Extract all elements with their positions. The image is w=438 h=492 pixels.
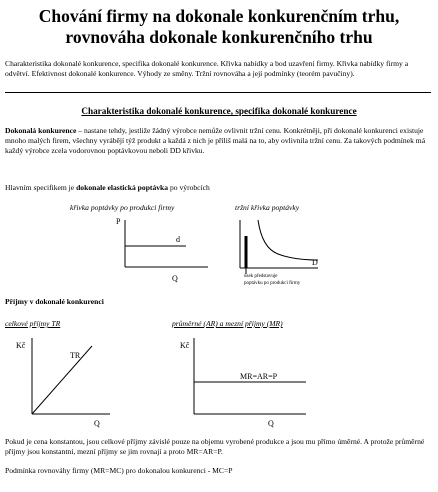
graph2-demand-curve bbox=[258, 220, 318, 260]
divider bbox=[5, 92, 431, 93]
graph3-y-label: Kč bbox=[16, 341, 26, 350]
graph4-x-label: Q bbox=[268, 419, 274, 428]
revenue-heading: Příjmy v dokonalé konkurenci bbox=[5, 297, 104, 306]
graph4-average-marginal-revenue bbox=[178, 332, 313, 432]
graph1-y-label: P bbox=[116, 217, 121, 226]
equilibrium-condition: Podmínka rovnováhy firmy (MR=MC) pro dokonalou konkurenci - MC=P bbox=[5, 466, 233, 475]
graph2-note-line2: poptávku po produkci firmy bbox=[244, 281, 301, 286]
elastic-demand-line bbox=[5, 183, 431, 193]
graph1-caption: křivka poptávky po produkci firmy bbox=[70, 203, 175, 212]
page-title-line-2: rovnováha dokonale konkurenčního trhu bbox=[65, 27, 373, 47]
definition-term: Dokonalá konkurence bbox=[5, 126, 77, 135]
graph1-x-label: Q bbox=[172, 274, 178, 283]
graph3-curve-label: TR bbox=[70, 351, 81, 360]
definition-paragraph bbox=[5, 126, 431, 156]
elastic-prefix: Hlavním specifikem je bbox=[5, 183, 77, 192]
graph3-caption: celkové příjmy TR bbox=[5, 319, 61, 328]
revenue-explanation: Pokud je cena konstantou, jsou celkové příjmy závislé pouze na objemu vyrobené produkce a jsou mu přímo úměrné. A protože průměrné příjmy jsou konstantní, mezní příjmy se jim rovnají a proto MR=AR=P. bbox=[5, 437, 425, 456]
summary-paragraph: Charakteristika dokonalé konkurence, specifika dokonalé konkurence. Křivka nabídky a bod uzavření firmy. Křivka nabídky firmy a odvětví. Efektivnost dokonalé konkurence. Výhody ze směny. Tržní rovnováha a její podmínky (teorém pavučiny). bbox=[5, 59, 409, 78]
elastic-bold: dokonale elastická poptávka bbox=[76, 183, 169, 192]
graph3-total-revenue bbox=[14, 332, 114, 432]
graph4-curve-label: MR=AR=P bbox=[240, 372, 278, 381]
graph1-curve-label: d bbox=[176, 235, 180, 244]
page-title-line-1: Chování firmy na dokonale konkurenčním trhu, bbox=[38, 6, 400, 26]
graph1-firm-demand bbox=[110, 212, 220, 284]
graph4-caption: průměrné (AR) a mezní příjmy (MR) bbox=[172, 319, 283, 328]
section-heading: Charakteristika dokonalé konkurence, specifika dokonalé konkurence bbox=[81, 106, 357, 116]
graph4-y-label: Kč bbox=[180, 341, 190, 350]
elastic-suffix: po výrobcích bbox=[168, 183, 210, 192]
definition-text: – nastane tehdy, jestliže žádný výrobce nemůže ovlivnit tržní cenu. Konkrétněji, při dokonalé konkurenci existuje mnoho malých firem, všechny vyrábějí týž produkt a každá z nich je příliš malá na to, aby ovlivnila tržní cenu. Za takových podmínek má každý výrobce zcela vodorovnou poptávkovou neboli DD křivku. bbox=[5, 126, 426, 155]
graph2-curve-label: D bbox=[312, 258, 318, 267]
graph2-market-demand bbox=[228, 212, 338, 292]
graph2-note-line1: úsek představuje bbox=[244, 274, 278, 279]
graph3-x-label: Q bbox=[94, 419, 100, 428]
graph3-tr-line bbox=[32, 346, 92, 414]
graph2-caption: tržní křivka poptávky bbox=[235, 203, 300, 212]
